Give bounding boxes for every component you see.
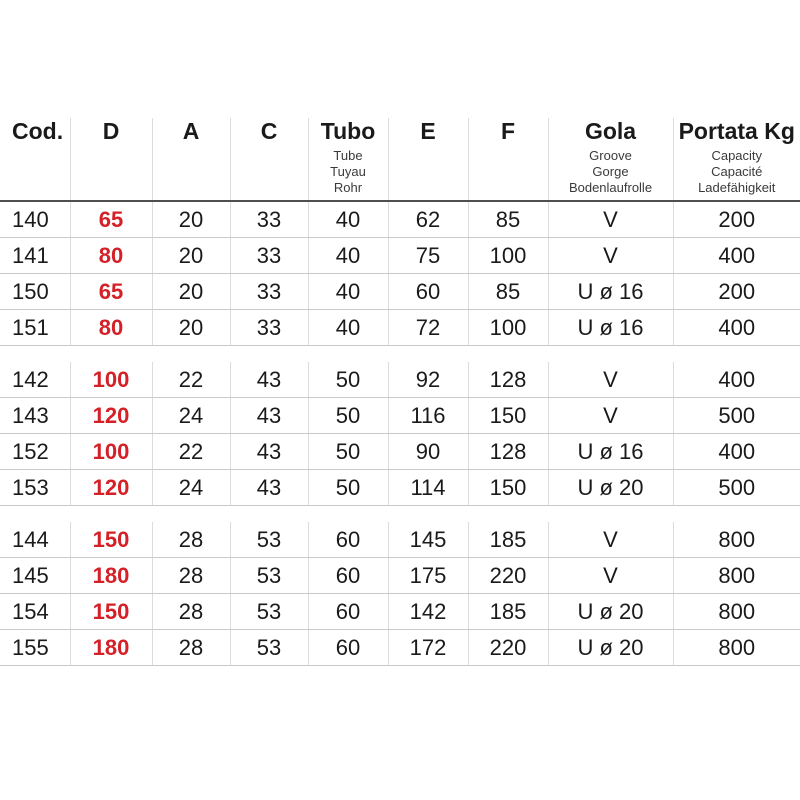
cell-a: 22 <box>152 434 230 470</box>
cell-tubo: 40 <box>308 274 388 310</box>
cell-tubo: 40 <box>308 238 388 274</box>
cell-gola: V <box>548 201 673 238</box>
column-header-subtitles-c <box>231 144 308 200</box>
column-header-title-e: E <box>420 118 436 144</box>
cell-f: 100 <box>468 238 548 274</box>
cell-cod: 150 <box>0 274 70 310</box>
cell-port: 500 <box>673 470 800 506</box>
cell-gola: U ø 20 <box>548 470 673 506</box>
cell-gola: V <box>548 558 673 594</box>
column-header-subtitles-e <box>389 144 468 200</box>
column-header-tubo <box>308 118 388 201</box>
cell-c: 53 <box>230 594 308 630</box>
cell-gola: U ø 16 <box>548 310 673 346</box>
table-row <box>0 398 800 434</box>
column-header-subtitle: Rohr <box>333 180 363 195</box>
table-row <box>0 558 800 594</box>
cell-c: 43 <box>230 470 308 506</box>
cell-f: 128 <box>468 362 548 398</box>
cell-cod: 151 <box>0 310 70 346</box>
cell-port: 400 <box>673 310 800 346</box>
cell-gola: U ø 20 <box>548 594 673 630</box>
cell-port: 800 <box>673 558 800 594</box>
table-row <box>0 594 800 630</box>
cell-d: 65 <box>70 201 152 238</box>
table-row <box>0 201 800 238</box>
cell-port: 500 <box>673 398 800 434</box>
cell-port: 200 <box>673 201 800 238</box>
cell-a: 20 <box>152 274 230 310</box>
column-header-subtitle: Groove <box>589 148 632 163</box>
column-header-d <box>70 118 152 201</box>
column-header-title-tubo: Tubo <box>320 118 376 144</box>
table-row-spacer <box>0 346 800 363</box>
cell-f: 85 <box>468 201 548 238</box>
cell-port: 200 <box>673 274 800 310</box>
cell-c: 53 <box>230 630 308 666</box>
cell-a: 28 <box>152 630 230 666</box>
table-row <box>0 274 800 310</box>
column-header-subtitles-a <box>153 144 230 200</box>
table-row <box>0 310 800 346</box>
cell-d: 80 <box>70 310 152 346</box>
cell-d: 120 <box>70 470 152 506</box>
cell-c: 33 <box>230 201 308 238</box>
cell-cod: 153 <box>0 470 70 506</box>
cell-c: 53 <box>230 522 308 558</box>
cell-f: 150 <box>468 470 548 506</box>
cell-port: 800 <box>673 594 800 630</box>
column-header-gola <box>548 118 673 201</box>
cell-a: 24 <box>152 470 230 506</box>
column-header-e <box>388 118 468 201</box>
cell-cod: 145 <box>0 558 70 594</box>
cell-tubo: 50 <box>308 434 388 470</box>
cell-e: 75 <box>388 238 468 274</box>
column-header-subtitles-cod <box>0 144 70 200</box>
column-header-subtitle: Tuyau <box>330 164 366 179</box>
cell-cod: 140 <box>0 201 70 238</box>
cell-cod: 152 <box>0 434 70 470</box>
cell-tubo: 50 <box>308 362 388 398</box>
spacer-cell <box>0 506 800 523</box>
column-header-title-cod: Cod. <box>12 118 64 144</box>
header-row <box>0 118 800 201</box>
cell-a: 20 <box>152 238 230 274</box>
cell-f: 220 <box>468 558 548 594</box>
column-header-subtitles-gola <box>549 144 673 200</box>
cell-cod: 154 <box>0 594 70 630</box>
cell-gola: V <box>548 362 673 398</box>
cell-d: 80 <box>70 238 152 274</box>
cell-c: 33 <box>230 310 308 346</box>
table-row <box>0 434 800 470</box>
cell-c: 33 <box>230 238 308 274</box>
cell-f: 185 <box>468 522 548 558</box>
cell-e: 90 <box>388 434 468 470</box>
cell-e: 116 <box>388 398 468 434</box>
cell-a: 22 <box>152 362 230 398</box>
cell-e: 172 <box>388 630 468 666</box>
cell-port: 400 <box>673 434 800 470</box>
cell-cod: 141 <box>0 238 70 274</box>
cell-cod: 143 <box>0 398 70 434</box>
cell-gola: U ø 20 <box>548 630 673 666</box>
cell-f: 220 <box>468 630 548 666</box>
cell-d: 150 <box>70 522 152 558</box>
column-header-title-d: D <box>102 118 120 144</box>
cell-d: 180 <box>70 630 152 666</box>
cell-a: 28 <box>152 522 230 558</box>
cell-d: 100 <box>70 362 152 398</box>
cell-gola: U ø 16 <box>548 274 673 310</box>
column-header-c <box>230 118 308 201</box>
cell-a: 28 <box>152 594 230 630</box>
table-body <box>0 201 800 666</box>
column-header-cod <box>0 118 70 201</box>
cell-e: 114 <box>388 470 468 506</box>
cell-port: 400 <box>673 238 800 274</box>
cell-a: 20 <box>152 201 230 238</box>
cell-tubo: 40 <box>308 310 388 346</box>
cell-gola: V <box>548 522 673 558</box>
cell-c: 33 <box>230 274 308 310</box>
cell-e: 92 <box>388 362 468 398</box>
cell-a: 28 <box>152 558 230 594</box>
cell-cod: 144 <box>0 522 70 558</box>
cell-d: 120 <box>70 398 152 434</box>
cell-tubo: 40 <box>308 201 388 238</box>
cell-f: 128 <box>468 434 548 470</box>
table-row <box>0 470 800 506</box>
table-row <box>0 238 800 274</box>
cell-tubo: 60 <box>308 522 388 558</box>
cell-c: 43 <box>230 434 308 470</box>
cell-port: 400 <box>673 362 800 398</box>
cell-c: 53 <box>230 558 308 594</box>
cell-d: 65 <box>70 274 152 310</box>
cell-c: 43 <box>230 398 308 434</box>
table-row <box>0 362 800 398</box>
cell-tubo: 50 <box>308 470 388 506</box>
cell-e: 175 <box>388 558 468 594</box>
cell-a: 24 <box>152 398 230 434</box>
cell-a: 20 <box>152 310 230 346</box>
column-header-subtitle: Capacité <box>711 164 763 179</box>
column-header-subtitle: Ladefähigkeit <box>698 180 776 195</box>
cell-gola: V <box>548 238 673 274</box>
cell-d: 150 <box>70 594 152 630</box>
cell-port: 800 <box>673 522 800 558</box>
cell-f: 185 <box>468 594 548 630</box>
cell-gola: U ø 16 <box>548 434 673 470</box>
cell-c: 43 <box>230 362 308 398</box>
table-row <box>0 630 800 666</box>
column-header-subtitle: Tube <box>333 148 363 163</box>
cell-tubo: 50 <box>308 398 388 434</box>
cell-d: 180 <box>70 558 152 594</box>
column-header-title-c: C <box>260 118 278 144</box>
column-header-subtitle: Gorge <box>592 164 629 179</box>
column-header-title-f: F <box>500 118 516 144</box>
cell-f: 150 <box>468 398 548 434</box>
cell-cod: 142 <box>0 362 70 398</box>
cell-cod: 155 <box>0 630 70 666</box>
cell-e: 60 <box>388 274 468 310</box>
column-header-port <box>673 118 800 201</box>
table-row-spacer <box>0 506 800 523</box>
cell-tubo: 60 <box>308 630 388 666</box>
spacer-cell <box>0 346 800 363</box>
cell-gola: V <box>548 398 673 434</box>
cell-f: 100 <box>468 310 548 346</box>
column-header-subtitle: Capacity <box>711 148 763 163</box>
column-header-subtitles-d <box>71 144 152 200</box>
column-header-a <box>152 118 230 201</box>
cell-e: 72 <box>388 310 468 346</box>
cell-f: 85 <box>468 274 548 310</box>
cell-e: 62 <box>388 201 468 238</box>
cell-e: 145 <box>388 522 468 558</box>
specification-table <box>0 118 800 666</box>
cell-tubo: 60 <box>308 594 388 630</box>
column-header-title-gola: Gola <box>584 118 637 144</box>
cell-port: 800 <box>673 630 800 666</box>
column-header-f <box>468 118 548 201</box>
table-header <box>0 118 800 201</box>
cell-d: 100 <box>70 434 152 470</box>
column-header-subtitles-port <box>674 144 800 200</box>
column-header-title-port: Portata Kg <box>678 118 795 144</box>
column-header-subtitles-f <box>469 144 548 200</box>
table-row <box>0 522 800 558</box>
column-header-subtitle: Bodenlaufrolle <box>568 180 653 195</box>
cell-tubo: 60 <box>308 558 388 594</box>
column-header-title-a: A <box>182 118 200 144</box>
cell-e: 142 <box>388 594 468 630</box>
column-header-subtitles-tubo <box>309 144 388 200</box>
